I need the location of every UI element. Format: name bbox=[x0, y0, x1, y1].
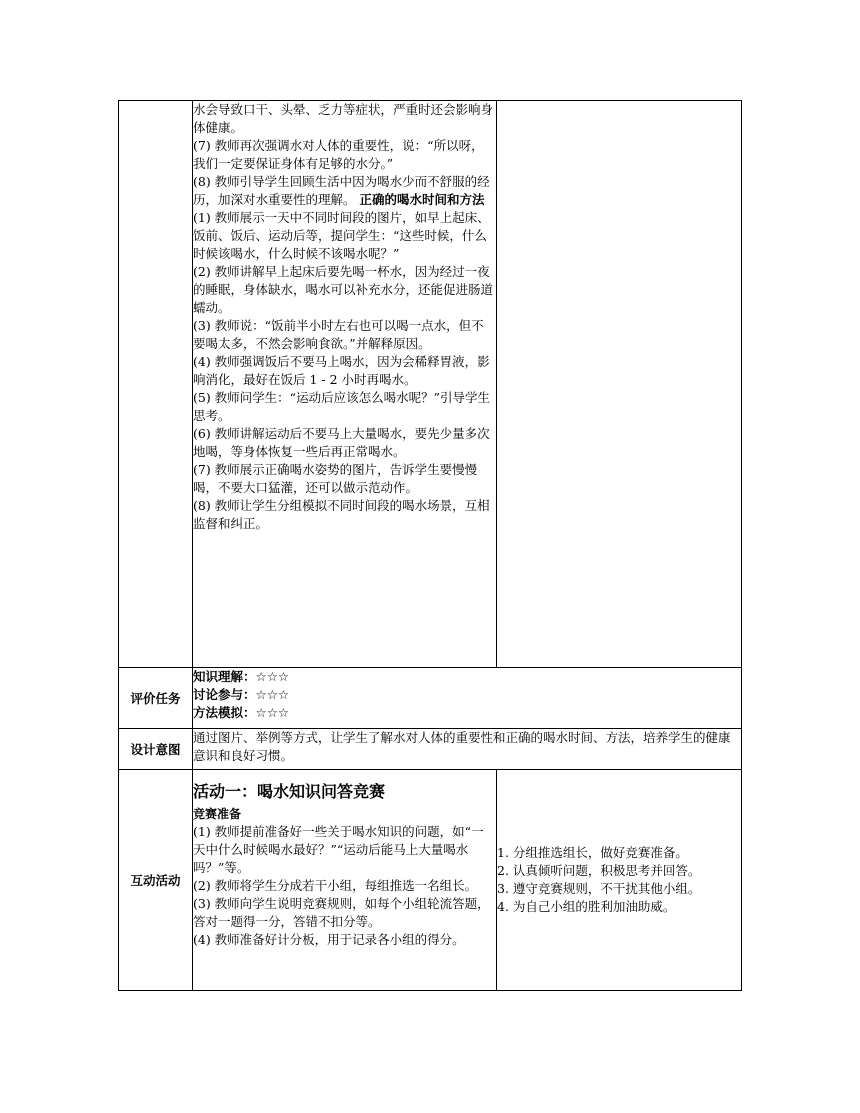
paragraph-text: (8) 教师引导学生回顾生活中因为喝水少而不舒服的经历，加深对水重要性的理解。 bbox=[193, 174, 490, 207]
step-item: (7) 教师展示正确喝水姿势的图片，告诉学生要慢慢喝，不要大口猛灌，还可以做示范动作。 bbox=[193, 462, 478, 495]
step-item: (8) 教师让学生分组模拟不同时间段的喝水场景，互相监督和纠正。 bbox=[193, 498, 490, 531]
student-step: 2. 认真倾听问题，积极思考并回答。 bbox=[497, 863, 701, 878]
student-step: 3. 遵守竞赛规则，不干扰其他小组。 bbox=[497, 881, 701, 896]
activity-subtitle: 竞赛准备 bbox=[193, 807, 242, 821]
activity-title: 活动一：喝水知识问答竞赛 bbox=[193, 782, 386, 801]
rating-stars: ☆☆☆ bbox=[255, 669, 290, 684]
design-intent-text: 通过图片、举例等方式，让学生了解水对人体的重要性和正确的喝水时间、方法，培养学生的健康意识和良好习惯。 bbox=[193, 730, 731, 763]
step-item: (3) 教师说：“饭前半小时左右也可以喝一点水，但不要喝太多，不然会影响食欲。”并解释原因。 bbox=[193, 318, 484, 351]
student-step: 1. 分组推选组长，做好竞赛准备。 bbox=[497, 845, 688, 860]
activity-student-cell bbox=[497, 770, 742, 991]
teacher-activity-cell bbox=[193, 101, 497, 668]
activity-teacher-cell bbox=[193, 770, 497, 991]
step-item: (1) 教师展示一天中不同时间段的图片，如早上起床、饭前、饭后、运动后等，提问学生：“这些时候，什么时候该喝水，什么时候不该喝水呢？” bbox=[193, 210, 490, 261]
lesson-plan-table bbox=[118, 100, 742, 991]
student-step: 4. 为自己小组的胜利加油助威。 bbox=[497, 899, 676, 914]
evaluation-item-name: 知识理解： bbox=[193, 669, 256, 684]
evaluation-item-name: 方法模拟： bbox=[193, 705, 256, 720]
paragraph: 水会导致口干、头晕、乏力等症状，严重时还会影响身体健康。 bbox=[193, 102, 494, 135]
teaching-process-row bbox=[119, 101, 742, 668]
step-item: (4) 教师强调饭后不要马上喝水，因为会稀释胃液，影响消化，最好在饭后 1 - 2 小时再喝水。 bbox=[193, 354, 490, 387]
evaluation-label: 评价任务 bbox=[119, 668, 193, 729]
interactive-activity-row bbox=[119, 770, 742, 991]
student-activity-cell bbox=[497, 101, 742, 668]
evaluation-item-name: 讨论参与： bbox=[193, 687, 256, 702]
evaluation-row bbox=[119, 668, 742, 729]
section-heading: 正确的喝水时间和方法 bbox=[359, 192, 485, 207]
row-label-empty bbox=[119, 101, 193, 668]
step-item: (1) 教师提前准备好一些关于喝水知识的问题，如“一天中什么时候喝水最好？”“运动后能马上大量喝水吗？”等。 bbox=[193, 824, 484, 875]
design-intent-cell bbox=[193, 729, 742, 770]
interactive-activity-label: 互动活动 bbox=[119, 770, 193, 991]
step-item: (3) 教师向学生说明竞赛规则，如每个小组轮流答题，答对一题得一分，答错不扣分等。 bbox=[193, 896, 490, 929]
rating-stars: ☆☆☆ bbox=[255, 687, 290, 702]
step-item: (2) 教师将学生分成若干小组，每组推选一名组长。 bbox=[193, 878, 478, 893]
evaluation-item bbox=[193, 668, 741, 686]
step-item: (6) 教师讲解运动后不要马上大量喝水，要先少量多次地喝，等身体恢复一些后再正常喝水。 bbox=[193, 426, 490, 459]
rating-stars: ☆☆☆ bbox=[255, 705, 290, 720]
paragraph: (7) 教师再次强调水对人体的重要性，说：“所以呀，我们一定要保证身体有足够的水分。” bbox=[193, 138, 484, 171]
design-intent-row bbox=[119, 729, 742, 770]
design-intent-label: 设计意图 bbox=[119, 729, 193, 770]
evaluation-cell bbox=[193, 668, 742, 729]
evaluation-item bbox=[193, 686, 741, 704]
step-item: (2) 教师讲解早上起床后要先喝一杯水，因为经过一夜的睡眠，身体缺水，喝水可以补充水分，还能促进肠道蠕动。 bbox=[193, 264, 494, 315]
step-item: (5) 教师问学生：“运动后应该怎么喝水呢？”引导学生思考。 bbox=[193, 390, 490, 423]
paragraph bbox=[193, 173, 496, 209]
evaluation-item bbox=[193, 704, 741, 722]
step-item: (4) 教师准备好计分板，用于记录各小组的得分。 bbox=[193, 932, 465, 947]
